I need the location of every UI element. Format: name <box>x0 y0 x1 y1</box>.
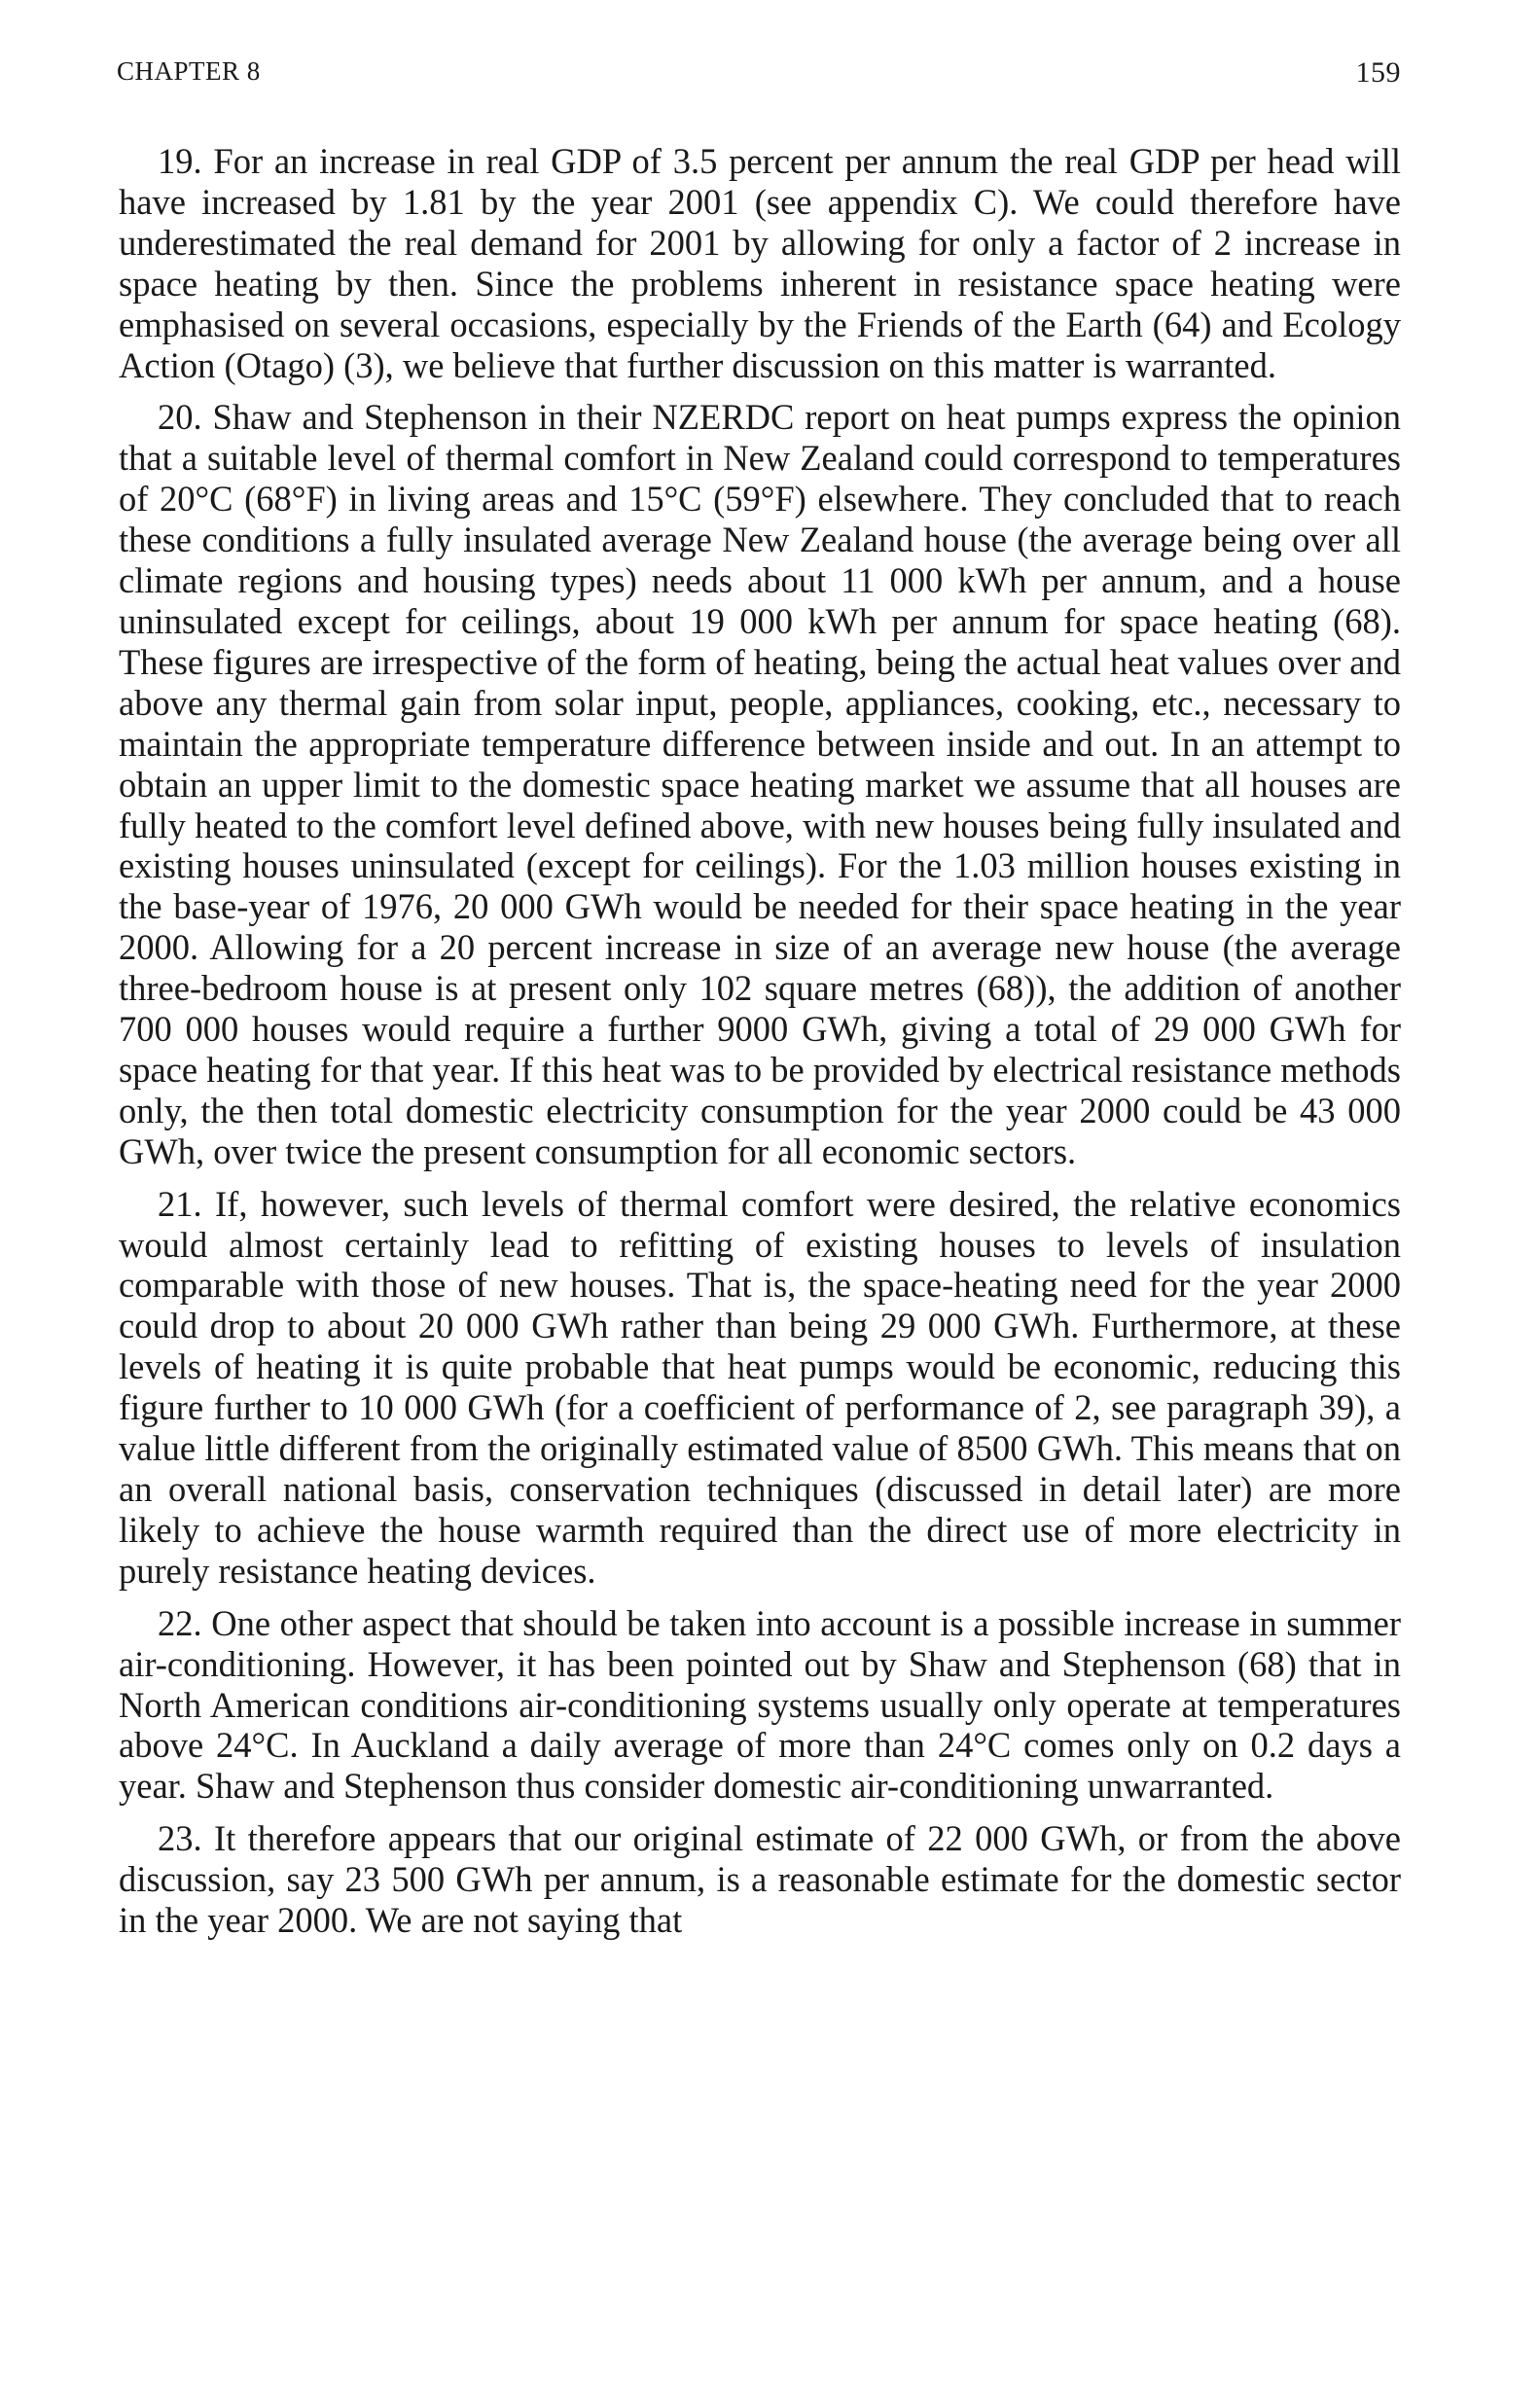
paragraph-22: 22. One other aspect that should be taken into account is a possible increase in summer air-conditioning. However, it has been pointed out by Shaw and Stephenson (68) that in North American conditions air-conditioning systems usually only operate at temperatures above 24°C. In Auckland a daily average of more than 24°C comes only on 0.2 days a year. Shaw and Stephenson thus consider domestic air-conditioning unwarranted. <box>119 1602 1401 1807</box>
paragraph-23: 23. It therefore appears that our original estimate of 22 000 GWh, or from the above discussion, say 23 500 GWh per annum, is a reasonable estimate for the domestic sector in the year 2000. We are not saying that <box>119 1818 1401 1941</box>
chapter-label: CHAPTER 8 <box>117 56 261 86</box>
paragraph-21: 21. If, however, such levels of thermal comfort were desired, the relative economics would almost certainly lead to refitting of existing houses to levels of insulation comparable with those of new houses. That is, the space-heating need for the year 2000 could drop to about 20 000 GWh rather than being 29 000 GWh. Furthermore, at these levels of heating it is quite probable that heat pumps would be economic, reducing this figure further to 10 000 GWh (for a coefficient of performance of 2, see paragraph 39), a value little different from the originally estimated value of 8500 GWh. This means that on an overall national basis, conservation techniques (discussed in detail later) are more likely to achieve the house warmth required than the direct use of more electricity in purely resistance heating devices. <box>119 1183 1401 1591</box>
paragraph-19: 19. For an increase in real GDP of 3.5 percent per annum the real GDP per head will have increased by 1.81 by the year 2001 (see appendix C). We could therefore have underestimated the real demand for 2001 by allowing for only a factor of 2 increase in space heating by then. Since the problems inherent in resistance space heating were emphasised on several occasions, especially by the Friends of the Earth (64) and Ecology Action (Otago) (3), we believe that further discussion on this matter is warranted. <box>119 141 1401 385</box>
body-text <box>119 141 1401 1953</box>
running-head <box>117 56 1401 95</box>
page-number: 159 <box>1355 56 1401 89</box>
paragraph-20: 20. Shaw and Stephenson in their NZERDC report on heat pumps express the opinion that a suitable level of thermal comfort in New Zealand could correspond to temperatures of 20°C (68°F) in living areas and 15°C (59°F) elsewhere. They concluded that to reach these conditions a fully insulated average New Zealand house (the average being over all climate regions and housing types) needs about 11 000 kWh per annum, and a house uninsulated except for ceilings, about 19 000 kWh per annum for space heating (68). These figures are irrespective of the form of heating, being the actual heat values over and above any thermal gain from solar input, people, appliances, cooking, etc., necessary to maintain the appropriate temperature difference between inside and out. In an attempt to obtain an upper limit to the domestic space heating market we assume that all houses are fully heated to the comfort level defined above, with new houses being fully insulated and existing houses uninsulated (except for ceilings). For the 1.03 million houses existing in the base-year of 1976, 20 000 GWh would be needed for their space heating in the year 2000. Allowing for a 20 percent increase in size of an average new house (the average three-bedroom house is at present only 102 square metres (68)), the addition of another 700 000 houses would require a further 9000 GWh, giving a total of 29 000 GWh for space heating for that year. If this heat was to be provided by electrical resistance methods only, the then total domestic electricity consumption for the year 2000 could be 43 000 GWh, over twice the present consumption for all economic sectors. <box>119 397 1401 1171</box>
